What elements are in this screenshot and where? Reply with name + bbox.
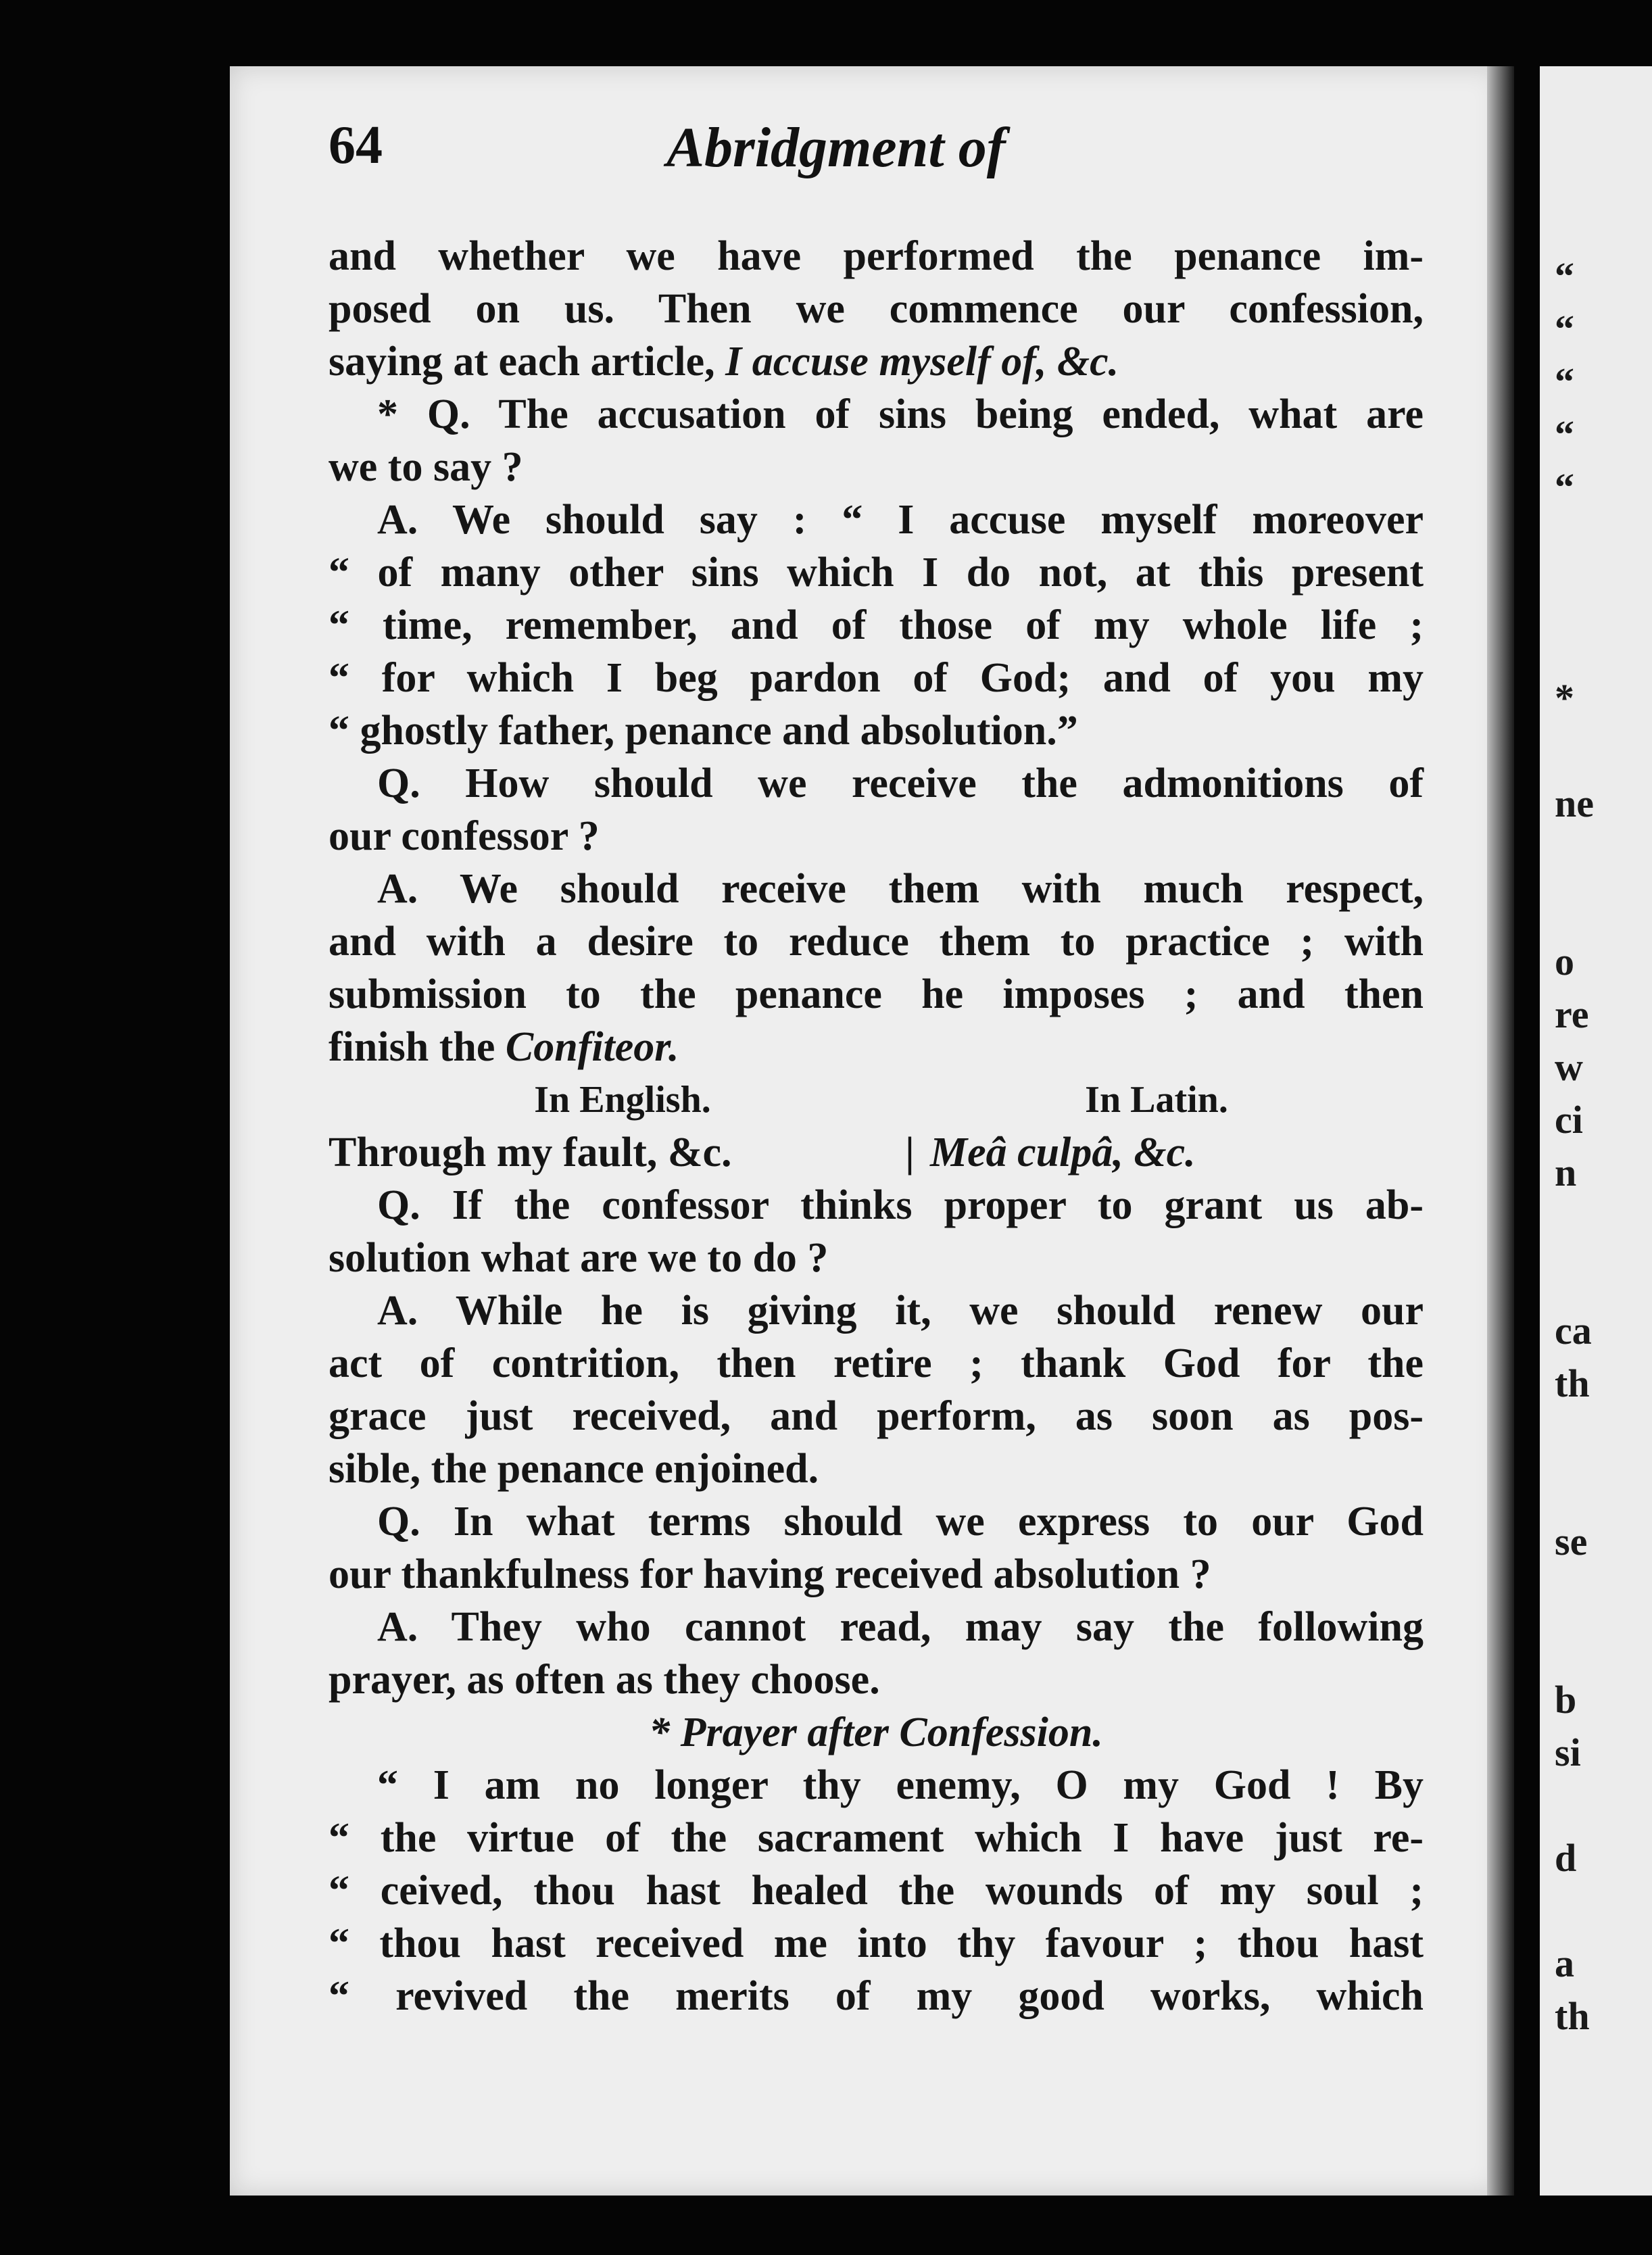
text-line: sible, the penance enjoined. [329, 1446, 819, 1492]
quote-line: “ of many other sins which I do not, at this present [329, 550, 1424, 596]
column-divider: | [905, 1130, 915, 1175]
page-number: 64 [329, 116, 383, 175]
quote-line: “ ghostly father, penance and absolution.” [329, 708, 1078, 754]
quote-line: “ ceived, thou hast healed the wounds of my soul ; [329, 1868, 1424, 1914]
english-phrase: Through my fault, &c. [329, 1130, 732, 1175]
text-line [329, 1021, 1424, 1073]
text-line: grace just received, and perform, as soon as pos- [329, 1393, 1424, 1439]
parallel-text-row [329, 1126, 1424, 1179]
question-line: Q. In what terms should we express to our God [377, 1499, 1424, 1545]
quote-line: “ revived the merits of my good works, which [329, 1973, 1424, 2019]
column-header-latin: In Latin. [1085, 1079, 1228, 1121]
answer-line: A. We should say : “ I accuse myself moreover [377, 497, 1424, 543]
text-line: our confessor ? [329, 813, 600, 859]
answer-line: A. We should receive them with much respect, [377, 866, 1424, 912]
language-column-headers [329, 1073, 1424, 1126]
italic-phrase: Confiteor. [505, 1024, 679, 1070]
answer-line: A. While he is giving it, we should renew our [377, 1288, 1424, 1334]
quote-line: “ I am no longer thy enemy, O my God ! By [377, 1762, 1424, 1808]
text-fragment: finish the [329, 1024, 506, 1070]
text-line: solution what are we to do ? [329, 1235, 829, 1281]
text-line: and with a desire to reduce them to practice ; with [329, 919, 1424, 965]
quote-line: “ thou hast received me into thy favour ; thou hast [329, 1920, 1424, 1966]
answer-line: A. They who cannot read, may say the following [377, 1604, 1424, 1650]
text-line: and whether we have performed the penance im- [329, 233, 1424, 279]
text-fragment: saying at each article, [329, 339, 726, 385]
page-gutter-shadow [1487, 66, 1514, 2196]
column-header-english: In English. [534, 1079, 711, 1121]
body-text [329, 230, 1424, 2022]
quote-line: “ the virtue of the sacrament which I have just re- [329, 1815, 1424, 1861]
italic-phrase: I accuse myself of, &c. [725, 339, 1119, 385]
quote-line: “ for which I beg pardon of God; and of you my [329, 655, 1424, 701]
page-header [329, 115, 1424, 203]
text-line: act of contrition, then retire ; thank God for the [329, 1340, 1424, 1386]
text-line: prayer, as often as they choose. [329, 1657, 880, 1703]
running-title: Abridgment of [666, 116, 1006, 179]
text-line: posed on us. Then we commence our confession, [329, 286, 1424, 332]
text-line [329, 335, 1424, 388]
question-line: * Q. The accusation of sins being ended, what are [377, 391, 1424, 437]
text-line: we to say ? [329, 444, 523, 490]
latin-phrase: Meâ culpâ, &c. [930, 1130, 1196, 1175]
adjacent-page-text-fragment: “ “ “ “ “ * ne o re w ci n ca th se b si d a th [1555, 254, 1594, 2038]
text-line: submission to the penance he imposes ; and then [329, 971, 1424, 1017]
text-line: our thankfulness for having received absolution ? [329, 1551, 1211, 1597]
prayer-heading: * Prayer after Confession. [649, 1710, 1103, 1755]
question-line: Q. How should we receive the admonitions of [377, 760, 1424, 806]
quote-line: “ time, remember, and of those of my whole life ; [329, 602, 1424, 648]
question-line: Q. If the confessor thinks proper to grant us ab- [377, 1182, 1424, 1228]
